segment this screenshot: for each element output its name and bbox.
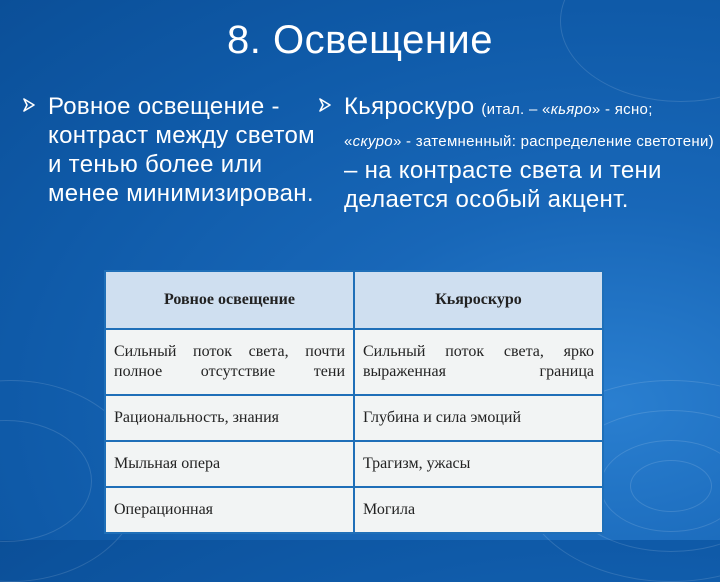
table-cell: Рациональность, знания [105,395,354,441]
comparison-table [104,270,604,522]
table-row [105,441,603,487]
arrow-bullet-icon [22,98,36,112]
decorative-ripple [630,460,712,512]
table-cell: Трагизм, ужасы [354,441,603,487]
table-cell: Сильный поток света, ярко выраженная граница [354,329,603,395]
table-row [105,395,603,441]
note-italic-kyaro: кьяро [550,101,592,118]
table-cell: Сильный поток света, почти полное отсутствие тени [105,329,354,395]
note-mid-2: » - затемненный: распределение светотени) [392,133,714,150]
table-cell: Операционная [105,487,354,533]
note-italic-skuro: скуро [352,133,393,150]
table-header-row [105,271,603,329]
table-row [105,329,603,395]
note-prefix: (итал. – « [481,101,551,118]
term-chiaroscuro: Кьяроскуро [344,93,475,120]
right-bullet-text [344,92,714,214]
table-cell: Мыльная опера [105,441,354,487]
right-rest-text: – на контрасте света и тени делается особый акцент. [344,157,662,213]
table-cell: Могила [354,487,603,533]
table-row [105,487,603,533]
note-mid-1: » - ясно; « [344,101,653,150]
left-bullet-text: Ровное освещение - контраст между светом и тенью более или менее минимизирован. [48,93,315,207]
header-even-lighting: Ровное освещение [105,271,354,329]
table-cell: Глубина и сила эмоций [354,395,603,441]
arrow-bullet-icon [318,98,332,112]
header-chiaroscuro: Кьяроскуро [354,271,603,329]
slide-title: 8. Освещение [226,18,494,62]
